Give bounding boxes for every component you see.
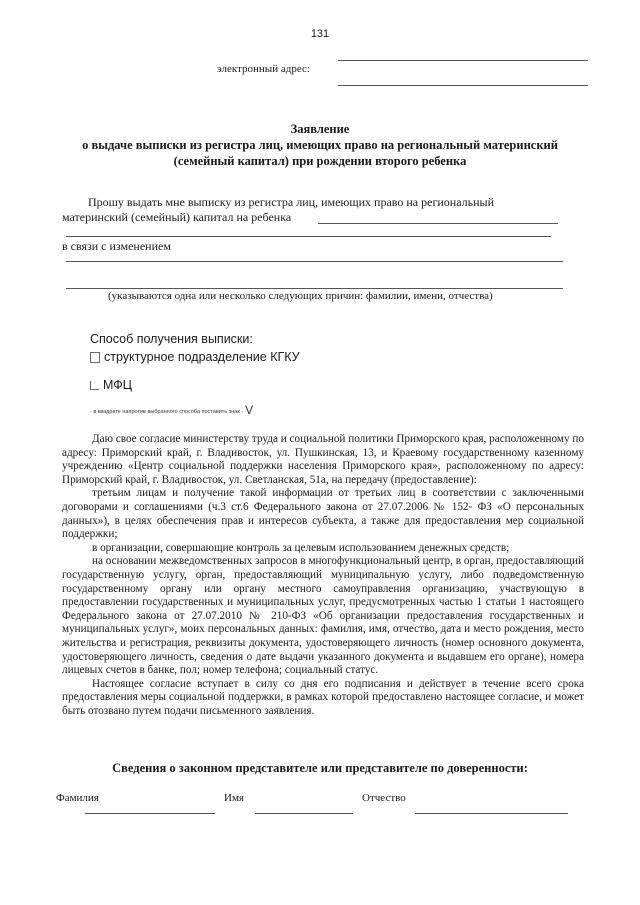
request-line-2: материнский (семейный) капитал на ребенка (62, 210, 292, 224)
reason-hint: (указываются одна или несколько следующих причин: фамилии, имени, отчества) (108, 290, 493, 302)
method-option-mfc[interactable] (90, 378, 132, 392)
document-title (40, 121, 600, 169)
first-name-input-line[interactable] (255, 813, 353, 814)
representative-title: Сведения о законном представителе или представителе по доверенности: (112, 761, 528, 775)
email-label: электронный адрес: (217, 63, 310, 75)
child-name-input-line[interactable] (318, 223, 558, 224)
title-line-3: (семейный капитал) при рождении второго ребенка (173, 154, 467, 168)
reason-label: в связи с изменением (62, 239, 171, 253)
checkbox-icon[interactable] (90, 381, 99, 390)
child-name-input-line-2[interactable] (66, 236, 551, 237)
consent-paragraph: третьим лицам и получение такой информации от третьих лиц в соответствии с заключенными договорами и соглашениями (ч.3 ст.6 Федерального закона от 27.07.2006 № 152- ФЗ «О персональных данных»), в целях обеспечения прав и интересов субъекта, а также для предоставления мер социальной поддержки; (62, 487, 584, 541)
method-title: Способ получения выписки: (90, 332, 253, 346)
request-line-1: Прошу выдать мне выписку из регистра лиц, имеющих право на региональный (88, 195, 495, 209)
consent-paragraph: Настоящее согласие вступает в силу со дня его подписания и действует в течение всего срока предоставления меры социальной поддержки, в рамках которой предоставлено настоящее согласие, и может быть отозвано путем подачи письменного заявления. (62, 677, 584, 717)
title-line-2: о выдаче выписки из регистра лиц, имеющих право на региональный материнский (82, 138, 558, 152)
consent-paragraph: на основании межведомственных запросов в многофункциональный центр, в орган, предоставляющий государственную услугу, орган, предоставляющий муниципальную услугу, либо подведомственную государственному органу или органу местного самоуправления организацию, участвующую в предоставлении государственных и муниципальных услуг, предусмотренных частью 1 статьи 1 настоящего Федерального закона от 27.07.2010 № 210-ФЗ «Об организации предоставления государственных и муниципальных услуг», моих персональных данных: фамилия, имя, отчество, дата и место рождения, место жительства и регистрация, реквизиты документа, удостоверяющего личность (номер основного документа, удостоверяющего личность, сведения о дате выдачи указанного документа и выдавшем его органе), номера лицевых счетов в банке, пол; номер телефона; социальный статус. (62, 555, 584, 677)
method-note (90, 405, 253, 415)
note-text: - в квадрате напротив выбранного способа поставить знак - (90, 409, 244, 415)
method-option-kgku[interactable] (90, 350, 300, 364)
email-input-line-1[interactable] (338, 60, 588, 61)
title-line-1: Заявление (290, 122, 350, 136)
consent-paragraph: в организации, совершающие контроль за целевым использованием денежных средств; (92, 541, 510, 554)
surname-input-line[interactable] (85, 813, 215, 814)
reason-input-line-2[interactable] (66, 288, 563, 289)
checkmark-symbol: V (245, 403, 254, 417)
email-input-line-2[interactable] (338, 85, 588, 86)
patronymic-label: Отчество (362, 792, 406, 804)
method-option-label: МФЦ (103, 378, 133, 392)
consent-text (62, 433, 584, 718)
patronymic-input-line[interactable] (415, 813, 568, 814)
checkbox-icon[interactable] (90, 352, 100, 363)
surname-label: Фамилия (56, 792, 99, 804)
reason-input-line-1[interactable] (66, 261, 563, 262)
page-number: 131 (310, 28, 330, 40)
method-option-label: структурное подразделение КГКУ (104, 350, 300, 364)
consent-paragraph: Даю свое согласие министерству труда и социальной политики Приморского края, расположенному по адресу: Приморский край, г. Владивосток, ул. Пушкинская, 13, и Краевому государственному казенному учреждению «Центр социальной поддержки населения Приморского края», расположенному по адресу: Приморский край, г. Владивосток, ул. Светланская, 51а, на передачу (предоставление): (62, 433, 584, 486)
first-name-label: Имя (224, 792, 244, 804)
